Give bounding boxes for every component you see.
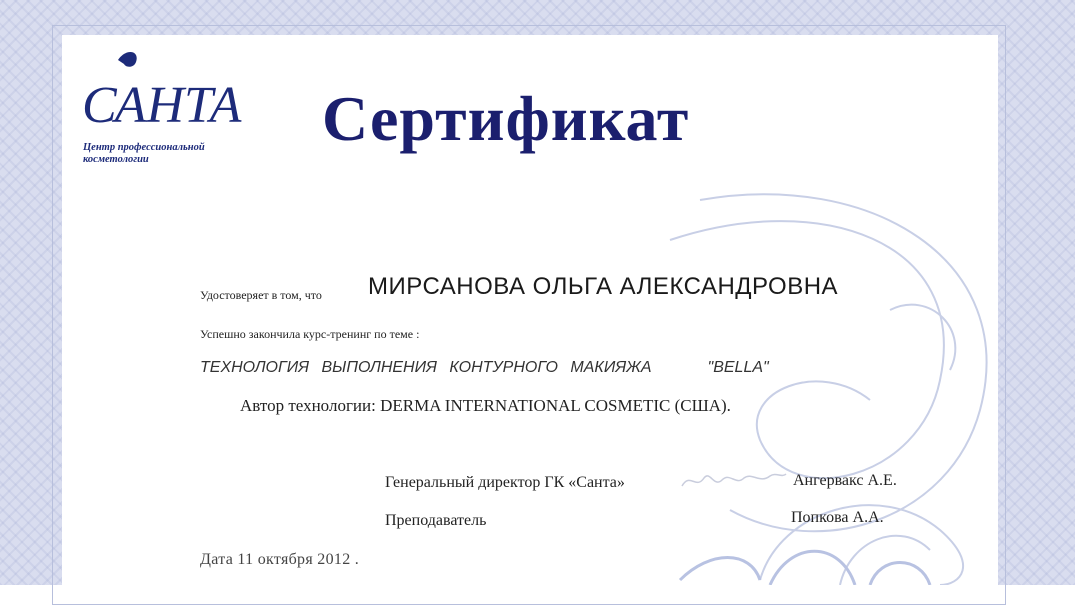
- director-label: Генеральный директор ГК «Санта»: [385, 474, 625, 491]
- recipient-name: МИРСАНОВА ОЛЬГА АЛЕКСАНДРОВНА: [368, 273, 839, 300]
- course-topic: [200, 359, 769, 377]
- logo-caption: [83, 142, 253, 166]
- issue-date: Дата 11 октября 2012 .: [200, 551, 360, 568]
- logo-wordmark: САНТА: [82, 77, 242, 134]
- logo-caption-line1: Центр профессиональной: [83, 142, 205, 153]
- course-brand: "BELLA": [707, 359, 769, 376]
- completed-label: Успешно закончила курс-тренинг по теме :: [200, 327, 420, 341]
- teacher-name: Попкова А.А.: [791, 509, 884, 526]
- director-signature: [678, 466, 788, 494]
- certifies-prefix: Удостоверяет в том, что: [200, 288, 322, 302]
- certificate-title: Сертификат: [322, 83, 690, 154]
- course-topic-text: ТЕХНОЛОГИЯ ВЫПОЛНЕНИЯ КОНТУРНОГО МАКИЯЖА: [200, 359, 652, 376]
- teacher-label: Преподаватель: [385, 512, 487, 529]
- author-line: Автор технологии: DERMA INTERNATIONAL COSMETIC (США).: [240, 396, 731, 415]
- logo-caption-line2: косметологии: [83, 154, 149, 165]
- director-name: Ангервакс А.Е.: [793, 472, 897, 489]
